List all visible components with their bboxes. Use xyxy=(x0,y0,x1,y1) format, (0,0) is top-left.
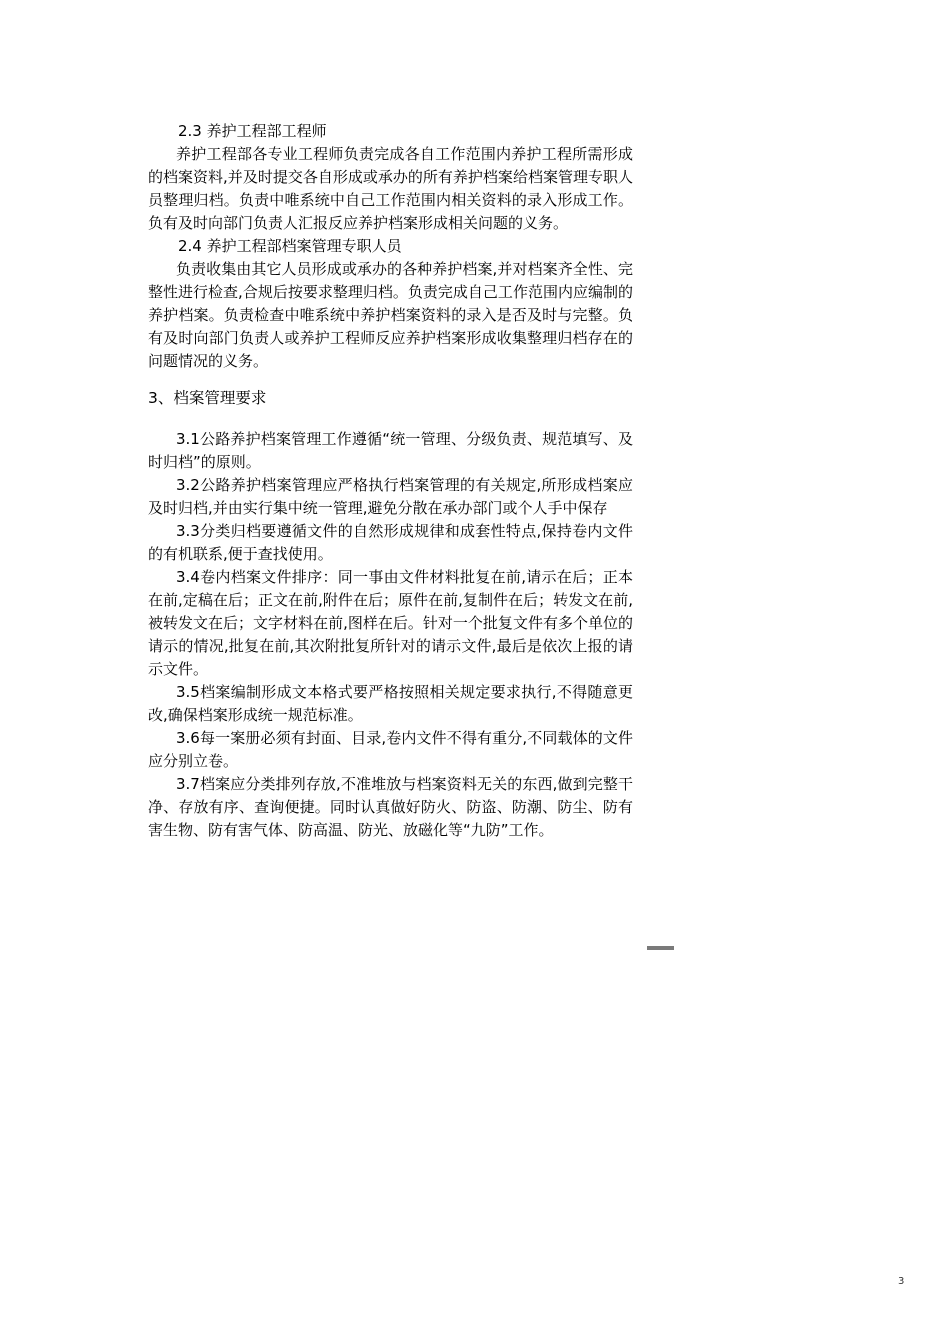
page-number: 3 xyxy=(898,1276,905,1287)
sub-heading-2-4: 2.4 养护工程部档案管理专职人员 xyxy=(178,237,402,255)
paragraph-3-1: 3.1公路养护档案管理工作遵循“统一管理、分级负责、规范填写、及时归档”的原则。 xyxy=(148,430,633,471)
paragraph-3-3: 3.3分类归档要遵循文件的自然形成规律和成套性特点,保持卷内文件的有机联系,便于查找使用。 xyxy=(148,522,633,563)
paragraph-2-3-body: 养护工程部各专业工程师负责完成各自工作范围内养护工程所需形成的档案资料,并及时提交各自形成或承办的所有养护档案给档案管理专职人员整理归档。负责中唯系统中自己工作范围内相关资料的录入形成工作。负有及时向部门负责人汇报反应养护档案形成相关问题的义务。 xyxy=(148,145,633,232)
document-body xyxy=(148,120,633,842)
paragraph-3-7: 3.7档案应分类排列存放,不准堆放与档案资料无关的东西,做到完整干净、存放有序、查询便捷。同时认真做好防火、防盗、防潮、防尘、防有害生物、防有害气体、防高温、防光、放磁化等“九防”工作。 xyxy=(148,775,633,839)
paragraph-3-5: 3.5档案编制形成文本格式要严格按照相关规定要求执行,不得随意更改,确保档案形成统一规范标准。 xyxy=(148,683,633,724)
section-heading-3: 3、档案管理要求 xyxy=(148,389,267,407)
paragraph-3-2: 3.2公路养护档案管理应严格执行档案管理的有关规定,所形成档案应及时归档,并由实行集中统一管理,避免分散在承办部门或个人手中保存 xyxy=(148,476,633,517)
paragraph-3-6: 3.6每一案册必须有封面、目录,卷内文件不得有重分,不同载体的文件应分别立卷。 xyxy=(148,729,633,770)
paragraph-2-4-body: 负责收集由其它人员形成或承办的各种养护档案,并对档案齐全性、完整性进行检查,合规后按要求整理归档。负责完成自己工作范围内应编制的养护档案。负责检查中唯系统中养护档案资料的录入是否及时与完整。负有及时向部门负责人或养护工程师反应养护档案形成收集整理归档存在的问题情况的义务。 xyxy=(148,260,633,370)
sub-heading-2-3: 2.3 养护工程部工程师 xyxy=(178,122,327,140)
footer-divider-mark xyxy=(647,946,674,950)
paragraph-3-4: 3.4卷内档案文件排序：同一事由文件材料批复在前,请示在后；正本在前,定稿在后；正文在前,附件在后；原件在前,复制件在后；转发文在前,被转发文在后；文字材料在前,图样在后。针对一个批复文件有多个单位的请示的情况,批复在前,其次附批复所针对的请示文件,最后是依次上报的请示文件。 xyxy=(148,568,633,678)
